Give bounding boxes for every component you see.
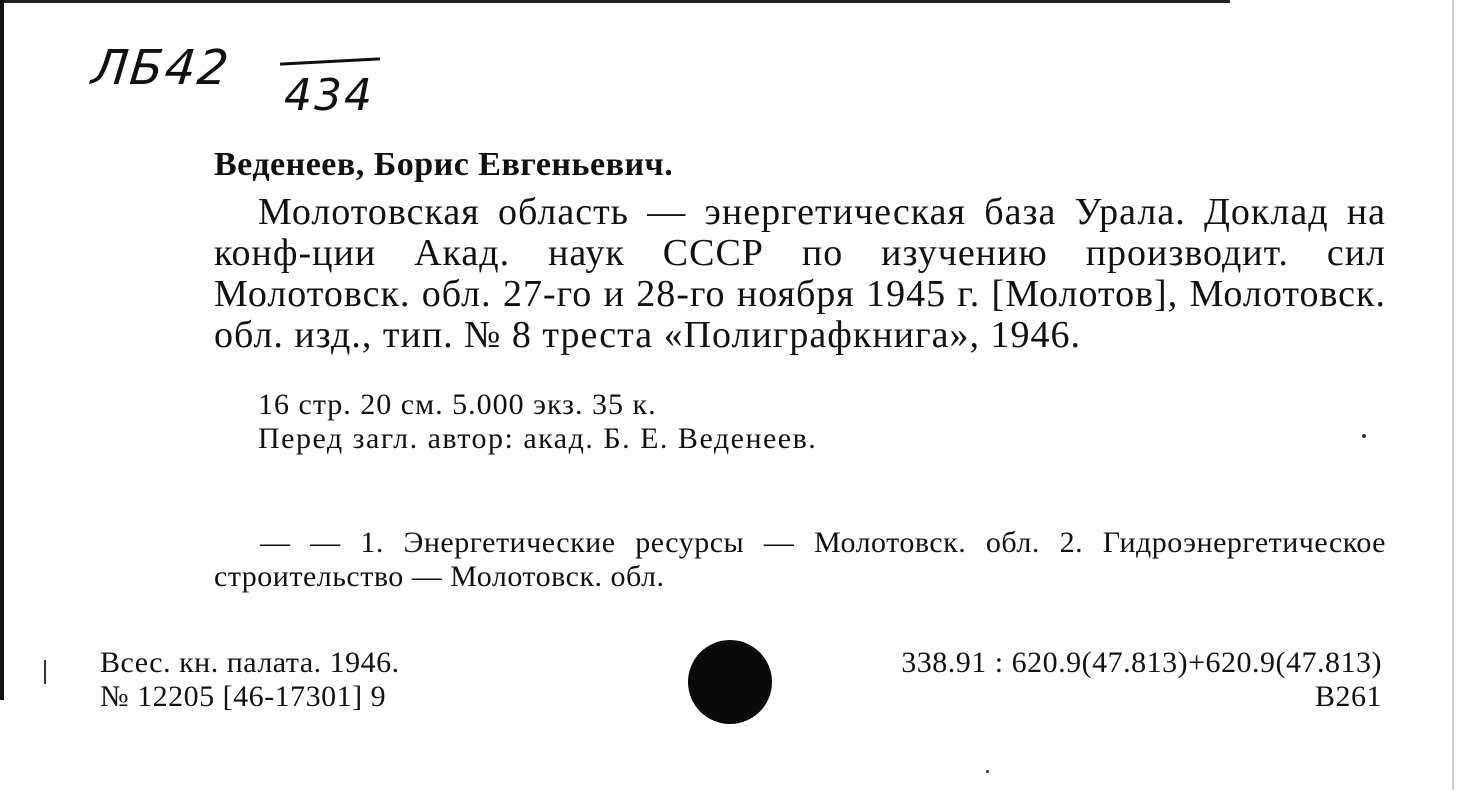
card-right-edge [1452, 0, 1454, 790]
title-description [214, 192, 1386, 356]
udc-index: 338.91 : 620.9(47.813)+620.9(47.813) [901, 646, 1382, 679]
ink-speck [1362, 434, 1366, 438]
book-chamber-line-1: Всес. кн. палата. 1946. [100, 646, 400, 679]
author-note: Перед загл. автор: акад. Б. Е. Веденеев. [258, 422, 818, 455]
author-heading: Веденеев, Борис Евгеньевич. [214, 146, 674, 183]
card-punch-hole [688, 640, 772, 724]
shelfmark-base: ЛБ42 [89, 40, 234, 96]
handwritten-shelfmark [89, 40, 374, 121]
book-chamber-line-2: № 12205 [46-17301] 9 [100, 680, 387, 713]
ink-mark [44, 660, 46, 684]
author-mark: В261 [1314, 680, 1382, 713]
book-chamber-info [100, 646, 400, 714]
ink-speck [986, 770, 989, 773]
card-top-edge-gap [1230, 0, 1482, 3]
subject-paragraph: — — 1. Энергетические ресурсы — Молотовск. обл. 2. Гидроэнергетическое строительство — Молотовск. обл. [214, 526, 1386, 593]
shelfmark-superscript: 434 [284, 70, 374, 121]
collation-line: 16 стр. 20 см. 5.000 экз. 35 к. [258, 388, 657, 421]
description-paragraph: Молотовская область — энергетическая база Урала. Доклад на конф-ции Акад. наук СССР по изучению производит. сил Молотовск. обл. 27-го и 28-го ноября 1945 г. [Молотов], Молотовск. обл. изд., тип. № 8 треста «Полиграфкнига», 1946. [214, 191, 1386, 356]
subject-headings [214, 526, 1386, 594]
classification-info [812, 646, 1382, 714]
card-left-edge [0, 0, 4, 700]
